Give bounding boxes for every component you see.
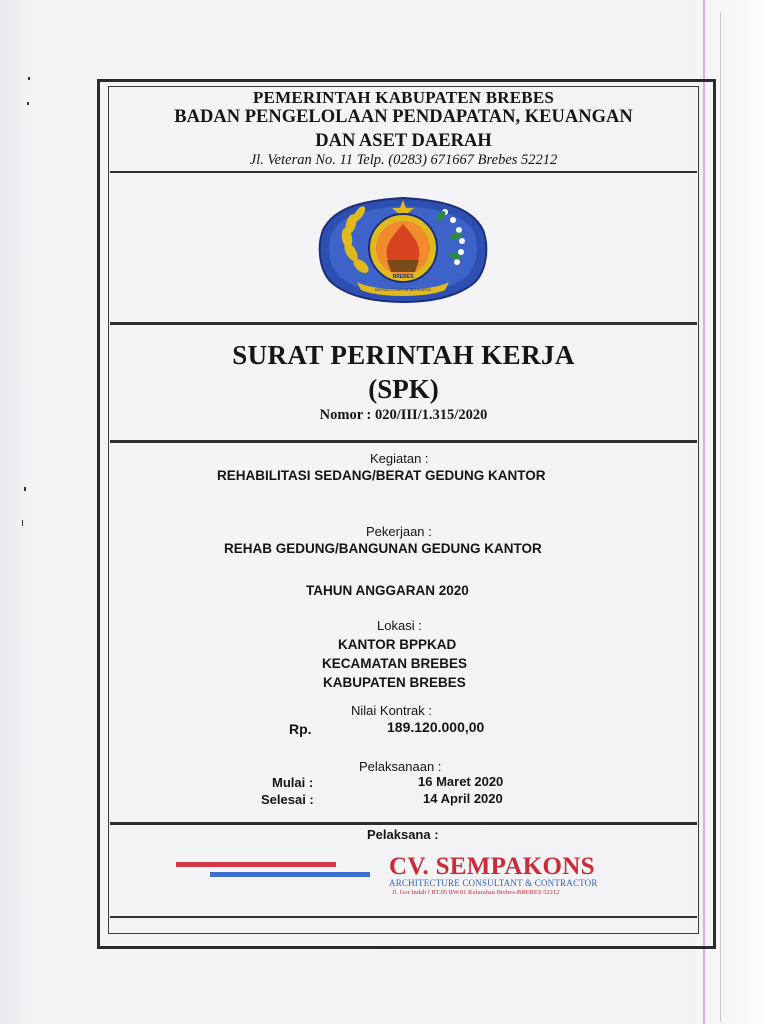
page-edge-line <box>720 12 721 1022</box>
logo-text: BREBES <box>392 274 414 280</box>
pekerjaan-label: Pekerjaan : <box>366 524 432 539</box>
divider-logo <box>110 322 697 325</box>
lokasi-line: KECAMATAN BREBES <box>322 656 467 671</box>
lokasi-label: Lokasi : <box>377 618 422 633</box>
contractor-tagline: ARCHITECTURE CONSULTANT & CONTRACTOR <box>389 878 598 888</box>
kegiatan-value: REHABILITASI SEDANG/BERAT GEDUNG KANTOR <box>217 468 546 483</box>
selesai-value: 14 April 2020 <box>423 791 503 806</box>
brebes-emblem-icon <box>317 190 489 306</box>
header-address: Jl. Veteran No. 11 Telp. (0283) 671667 Brebes 52212 <box>249 152 558 168</box>
selesai-label: Selesai : <box>261 792 314 807</box>
kegiatan-label: Kegiatan : <box>370 451 429 466</box>
tahun-anggaran: TAHUN ANGGARAN 2020 <box>306 583 469 598</box>
contractor-address: Jl. Gor Indah I RT.05 RW.01 Kelurahan Brebes-BREBES 52212 <box>392 889 560 896</box>
currency-label: Rp. <box>289 721 312 737</box>
header-agency-line1: BADAN PENGELOLAAN PENDAPATAN, KEUANGAN <box>174 107 633 127</box>
lokasi-line: KABUPATEN BREBES <box>323 675 466 690</box>
scan-speck <box>27 102 29 105</box>
divider-footer <box>110 916 697 918</box>
document-number: Nomor : 020/III/1.315/2020 <box>319 407 488 423</box>
pekerjaan-value: REHAB GEDUNG/BANGUNAN GEDUNG KANTOR <box>224 541 542 556</box>
lokasi-line: KANTOR BPPKAD <box>338 637 457 652</box>
header-agency-line2: DAN ASET DAERAH <box>315 131 492 151</box>
divider-details <box>110 822 697 825</box>
pelaksana-label: Pelaksana : <box>367 827 439 842</box>
logo-motto: BERSATU UNTUK BERKARYA <box>374 287 432 292</box>
contractor-stripe-blue <box>210 872 370 877</box>
scan-speck <box>28 77 30 80</box>
contractor-stripe-red <box>176 862 336 867</box>
divider-header <box>110 171 697 173</box>
divider-title <box>110 440 697 443</box>
nilai-kontrak-value: 189.120.000,00 <box>387 719 485 735</box>
mulai-label: Mulai : <box>272 775 314 790</box>
document-title-abbr: (SPK) <box>368 374 439 404</box>
nilai-kontrak-label: Nilai Kontrak : <box>351 703 432 718</box>
document-title: SURAT PERINTAH KERJA <box>232 340 575 370</box>
scan-speck <box>24 487 26 491</box>
scan-speck <box>22 520 23 526</box>
mulai-value: 16 Maret 2020 <box>418 774 504 789</box>
header-government: PEMERINTAH KABUPATEN BREBES <box>252 88 555 107</box>
pelaksanaan-label: Pelaksanaan : <box>359 759 442 774</box>
contractor-name: CV. SEMPAKONS <box>389 853 595 880</box>
